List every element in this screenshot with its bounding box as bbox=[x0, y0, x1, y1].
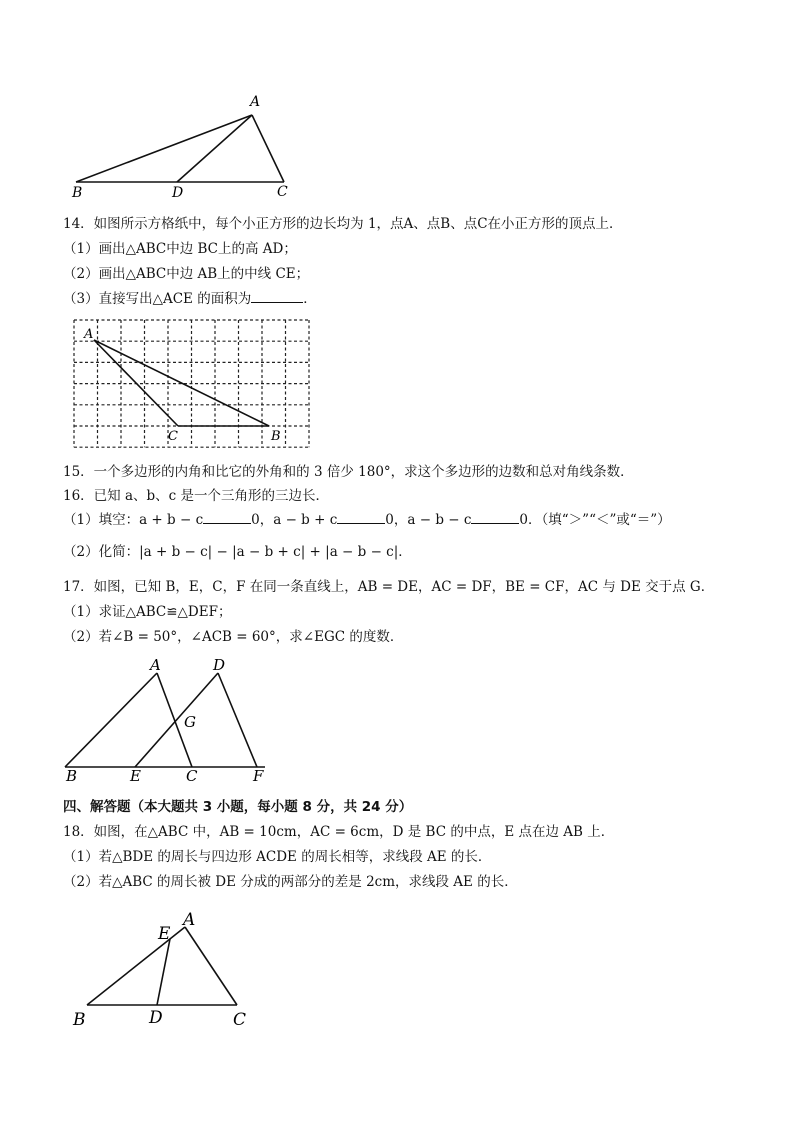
q18-label-B: B bbox=[73, 1010, 86, 1030]
q16-part1-d: 0．（填“＞”“＜”或“＝”） bbox=[519, 512, 671, 528]
figure-top-triangle bbox=[60, 88, 300, 200]
grid-label-A: A bbox=[84, 327, 94, 342]
q17-label-G: G bbox=[184, 713, 196, 731]
q14-part3-text: （3）直接写出△ACE 的面积为 bbox=[63, 291, 252, 307]
grid-label-C: C bbox=[168, 429, 178, 444]
q14-part3-end: ． bbox=[303, 291, 317, 307]
q18-figure bbox=[65, 905, 265, 1033]
q14-part2: （2）画出△ABC中边 AB上的中线 CE； bbox=[63, 266, 310, 282]
answer-blank-1[interactable] bbox=[203, 511, 251, 524]
q16-part1-b: 0，a − b + c bbox=[251, 512, 338, 528]
label-C: C bbox=[277, 184, 288, 200]
q14-stem: 14．如图所示方格纸中，每个小正方形的边长均为 1，点A、点B、点C在小正方形的顶点上． bbox=[63, 216, 623, 232]
label-D: D bbox=[172, 185, 184, 200]
section-4-title: 四、解答题（本大题共 3 小题，每小题 8 分，共 24 分） bbox=[63, 799, 413, 815]
q18-part1: （1）若△BDE 的周长与四边形 ACDE 的周长相等，求线段 AE 的长． bbox=[63, 849, 492, 865]
q16-part1-a: （1）填空：a + b − c bbox=[63, 512, 204, 528]
q14-part1: （1）画出△ABC中边 BC上的高 AD； bbox=[63, 241, 297, 257]
q17-part1: （1）求证△ABC≌△DEF； bbox=[63, 604, 232, 620]
q17-figure bbox=[60, 655, 280, 785]
q17-label-D: D bbox=[213, 656, 226, 674]
q16-part1 bbox=[63, 511, 671, 529]
q17-label-C: C bbox=[186, 767, 198, 785]
grid-figure bbox=[70, 318, 314, 454]
q18-label-E: E bbox=[158, 924, 171, 944]
q17-part2: （2）若∠B = 50°，∠ACB = 60°，求∠EGC 的度数． bbox=[63, 629, 404, 645]
q16-part1-c: 0，a − b − c bbox=[385, 512, 472, 528]
q17-label-A: A bbox=[150, 656, 161, 674]
q14-part3 bbox=[63, 290, 317, 308]
q16-part2: （2）化简：|a + b − c| − |a − b + c| + |a − b − c|． bbox=[63, 544, 412, 560]
q16-stem: 16．已知 a、b、c 是一个三角形的三边长． bbox=[63, 488, 330, 504]
answer-blank-2[interactable] bbox=[337, 511, 385, 524]
label-B: B bbox=[72, 185, 83, 200]
q17-label-B: B bbox=[66, 767, 78, 785]
q15-text: 15．一个多边形的内角和比它的外角和的 3 倍少 180°，求这个多边形的边数和总对角线条数． bbox=[63, 464, 634, 480]
q18-label-A: A bbox=[183, 910, 196, 930]
answer-blank[interactable] bbox=[251, 290, 303, 303]
grid-label-B: B bbox=[271, 429, 281, 444]
q18-part2: （2）若△ABC 的周长被 DE 分成的两部分的差是 2cm，求线段 AE 的长． bbox=[63, 874, 518, 890]
q17-label-F: F bbox=[253, 767, 264, 785]
q18-stem: 18．如图，在△ABC 中，AB = 10cm，AC = 6cm，D 是 BC 的中点，E 点在边 AB 上． bbox=[63, 824, 615, 840]
q18-label-C: C bbox=[233, 1010, 247, 1030]
q17-label-E: E bbox=[130, 767, 141, 785]
q17-stem: 17．如图，已知 B，E，C，F 在同一条直线上，AB = DE，AC = DF，BE = CF，AC 与 DE 交于点 G． bbox=[63, 579, 715, 595]
answer-blank-3[interactable] bbox=[471, 511, 519, 524]
label-A: A bbox=[250, 94, 261, 110]
q18-label-D: D bbox=[149, 1008, 163, 1028]
